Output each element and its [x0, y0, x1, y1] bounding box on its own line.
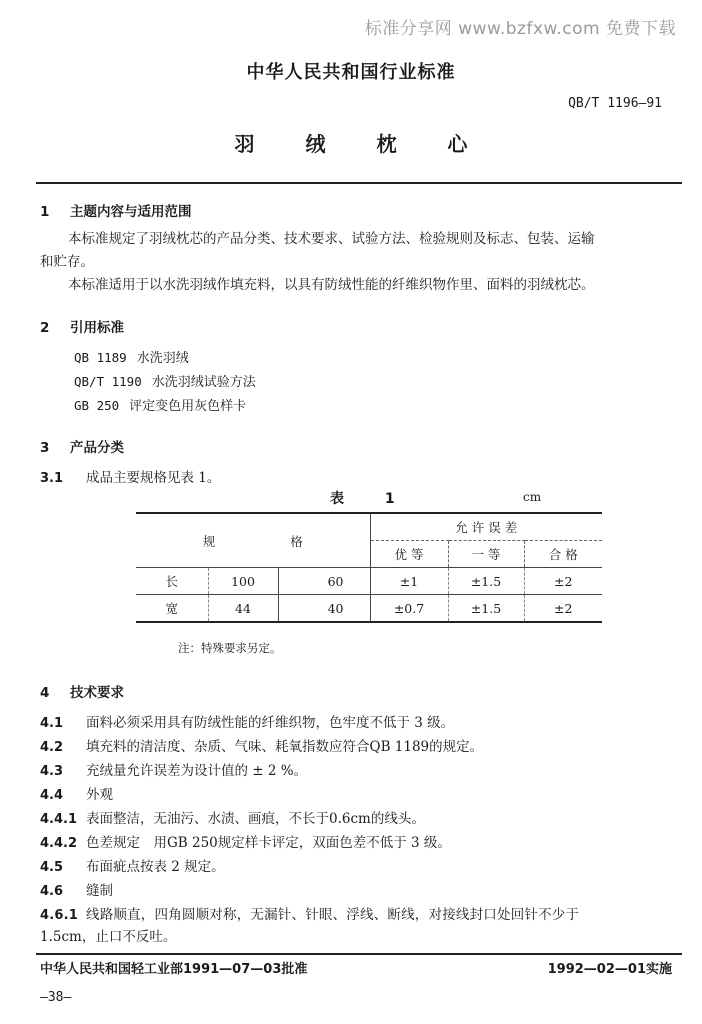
reference-item — [74, 347, 189, 366]
clause-4-6 — [40, 879, 113, 899]
reference-item — [74, 371, 256, 390]
clause-4-3 — [40, 759, 307, 779]
clause-4-6-1 — [40, 903, 579, 923]
paragraph: 本标准规定了羽绒枕芯的产品分类、技术要求、试验方法、检验规则及标志、包装、运输 — [68, 231, 595, 247]
table-cell: ±2 — [524, 595, 602, 623]
table-cell: 44 — [208, 595, 278, 623]
clause-4-5 — [40, 855, 225, 875]
table-cell: ±1.5 — [448, 568, 524, 595]
section-number: 4 — [40, 685, 50, 701]
table-cell: 40 — [278, 595, 370, 623]
table-cell: ±1.5 — [448, 595, 524, 623]
table-cell: 100 — [208, 568, 278, 595]
clause-4-1 — [40, 711, 454, 731]
approval-note: 中华人民共和国轻工业部1991—07—03批准 — [40, 962, 308, 977]
clause-text: 缝制 — [86, 883, 113, 899]
section-title: 引用标准 — [70, 320, 124, 336]
page-number: —38— — [40, 990, 72, 1005]
table-cell: ±2 — [524, 568, 602, 595]
standard-code: QB/T 1196—91 — [568, 96, 662, 111]
section-title: 技术要求 — [70, 685, 124, 701]
section-title: 产品分类 — [70, 440, 124, 456]
table-row — [136, 568, 602, 595]
table-note: 注：特殊要求另定。 — [178, 641, 282, 655]
clause-number: 3.1 — [40, 471, 64, 486]
paragraph: 和贮存。 — [40, 254, 94, 270]
reference-item — [74, 395, 246, 414]
table-header-grade: 一 等 — [448, 541, 524, 568]
clause-number: 4.4.1 — [40, 812, 78, 827]
clause-text: 面料必须采用具有防绒性能的纤维织物，色牢度不低于 3 级。 — [86, 715, 455, 731]
clause-number: 4.4 — [40, 788, 64, 803]
authority-heading: 中华人民共和国行业标准 — [246, 62, 456, 83]
clause-text: 布面疵点按表 2 规定。 — [86, 859, 225, 875]
clause-number: 4.1 — [40, 716, 64, 731]
clause-number: 4.5 — [40, 860, 64, 875]
footer-rule — [36, 953, 682, 955]
clause-number: 4.6.1 — [40, 908, 79, 923]
clause-4-4-2 — [40, 831, 451, 851]
clause-text: 外观 — [86, 787, 113, 803]
clause-text: 充绒量允许误差为设计值的 ± 2 %。 — [86, 763, 308, 779]
clause-4-4-1 — [40, 807, 425, 827]
reference-name: 水洗羽绒试验方法 — [151, 375, 256, 390]
reference-code: GB 250 — [74, 398, 120, 413]
clause-number: 4.2 — [40, 740, 64, 755]
table-cell: ±1 — [370, 568, 448, 595]
watermark: 标准分享网 www.bzfxw.com 免费下载 — [364, 19, 676, 39]
reference-code: QB/T 1190 — [74, 374, 142, 389]
table-cell: ±0.7 — [370, 595, 448, 623]
section-3-heading — [40, 436, 124, 456]
table-cell: 长 — [136, 568, 208, 595]
page-title: 羽 绒 枕 心 — [234, 132, 490, 156]
clause-text: 表面整洁，无油污、水渍、画痕，不长于0.6cm的线头。 — [86, 811, 425, 827]
clause-number: 4.3 — [40, 764, 64, 779]
table-caption: 表 1 — [330, 491, 413, 507]
clause-4-2 — [40, 735, 483, 755]
table-header-spec: 规 格 — [136, 513, 370, 568]
clause-number: 4.6 — [40, 884, 64, 899]
spec-table — [136, 512, 602, 623]
reference-name: 水洗羽绒 — [136, 351, 189, 366]
reference-name: 评定变色用灰色样卡 — [129, 399, 247, 414]
implementation-date: 1992—02—01实施 — [547, 962, 672, 977]
table-header-grade: 合 格 — [524, 541, 602, 568]
header-rule — [36, 182, 682, 184]
section-4-heading — [40, 681, 124, 701]
table-unit: cm — [523, 490, 542, 504]
table-cell: 宽 — [136, 595, 208, 623]
clause-text: 线路顺直，四角圆顺对称，无漏针、针眼、浮线、断线，对接线封口处回针不少于 — [86, 907, 580, 923]
table-header-grade: 优 等 — [370, 541, 448, 568]
clause-text: 填充料的清洁度、杂质、气味、耗氧指数应符合QB 1189的规定。 — [86, 739, 484, 755]
reference-code: QB 1189 — [74, 350, 127, 365]
paragraph: 本标准适用于以水洗羽绒作填充料，以具有防绒性能的纤维织物作里、面料的羽绒枕芯。 — [68, 277, 595, 293]
table-header-tolerance: 允 许 误 差 — [370, 513, 602, 541]
section-title: 主题内容与适用范围 — [70, 204, 192, 220]
table-cell: 60 — [278, 568, 370, 595]
section-2-heading — [40, 316, 124, 336]
section-number: 3 — [40, 440, 50, 456]
clause-3-1 — [40, 466, 220, 486]
clause-number: 4.4.2 — [40, 836, 78, 851]
section-1-heading — [40, 200, 192, 220]
section-number: 2 — [40, 320, 50, 336]
clause-text: 色差规定 用GB 250规定样卡评定，双面色差不低于 3 级。 — [86, 835, 451, 851]
clause-continuation: 1.5cm，止口不反吐。 — [40, 929, 177, 945]
table-row — [136, 595, 602, 623]
clause-4-4 — [40, 783, 113, 803]
section-number: 1 — [40, 204, 50, 220]
clause-text: 成品主要规格见表 1。 — [86, 470, 221, 486]
